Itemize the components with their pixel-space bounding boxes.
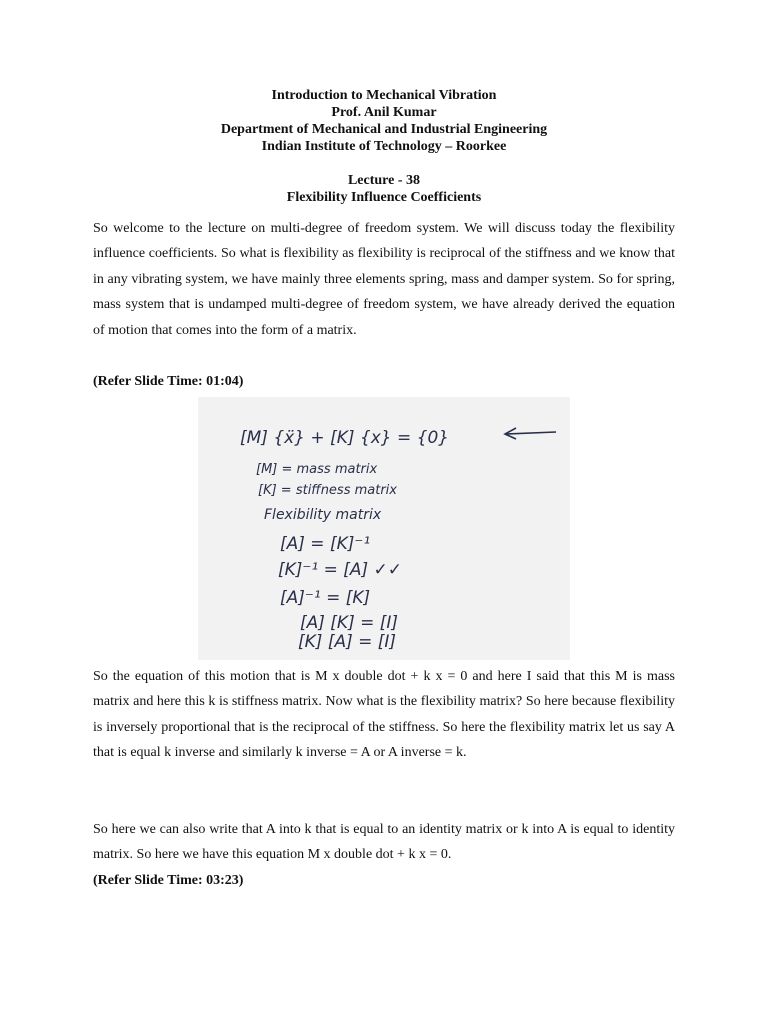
department-name: Department of Mechanical and Industrial Engineering: [220, 122, 548, 137]
institute-name: Indian Institute of Technology – Roorkee: [261, 139, 507, 154]
paragraph-identity-matrix: So here we can also write that A into k that is equal to an identity matrix or k into A is equal to identity matrix. So here we have this equation M x double dot + k x = 0.: [93, 822, 675, 863]
course-title: Introduction to Mechanical Vibration: [271, 88, 497, 103]
slide-ka-identity: [K] [A] = [I]: [298, 632, 397, 652]
professor-name: Prof. Anil Kumar: [331, 105, 437, 120]
paragraph-intro: So welcome to the lecture on multi-degree of freedom system. We will discuss today the flexibility influence coefficients. So what is flexibility as flexibility is reciprocal of the stiffness and we know that in any vibrating system, we have mainly three elements spring, mass and damper system. So for spring, mass system that is undamped multi-degree of freedom system, we have already derived the equation of motion that comes into the form of a matrix.: [93, 221, 675, 338]
slide-a-inverse-equals-k: [A]⁻¹ = [K]: [280, 588, 371, 608]
slide-equation-motion: [M] {ẍ} + [K] {x} = {0}: [240, 428, 450, 448]
paragraph-equation-motion: So the equation of this motion that is M x double dot + k x = 0 and here I said that this M is mass matrix and here this k is stiffness matrix. Now what is the flexibility matrix? So here because flexibility is inversely proportional that is the reciprocal of the stiffness. So here the flexibility matrix let us say A that is equal k inverse and similarly k inverse = A or A inverse = k.: [93, 669, 675, 761]
slide-time-ref-1: (Refer Slide Time: 01:04): [93, 374, 244, 389]
slide-ak-identity: [A] [K] = [I]: [300, 613, 399, 633]
slide-mass-matrix: [M] = mass matrix: [256, 462, 378, 477]
slide-handwriting: [198, 397, 570, 660]
lecture-topic: Flexibility Influence Coefficients: [286, 190, 482, 205]
slide-a-equals-k-inverse: [A] = [K]⁻¹: [280, 534, 371, 554]
slide-time-ref-2: (Refer Slide Time: 03:23): [93, 873, 244, 888]
document-header: [0, 87, 768, 155]
lecture-slide-image: [198, 397, 570, 660]
lecture-number: Lecture - 38: [347, 173, 421, 188]
lecture-heading: [0, 172, 768, 206]
slide-k-inverse-equals-a: [K]⁻¹ = [A] ✓✓: [278, 560, 403, 580]
slide-flexibility-matrix: Flexibility matrix: [264, 507, 382, 523]
slide-stiffness-matrix: [K] = stiffness matrix: [258, 483, 397, 498]
